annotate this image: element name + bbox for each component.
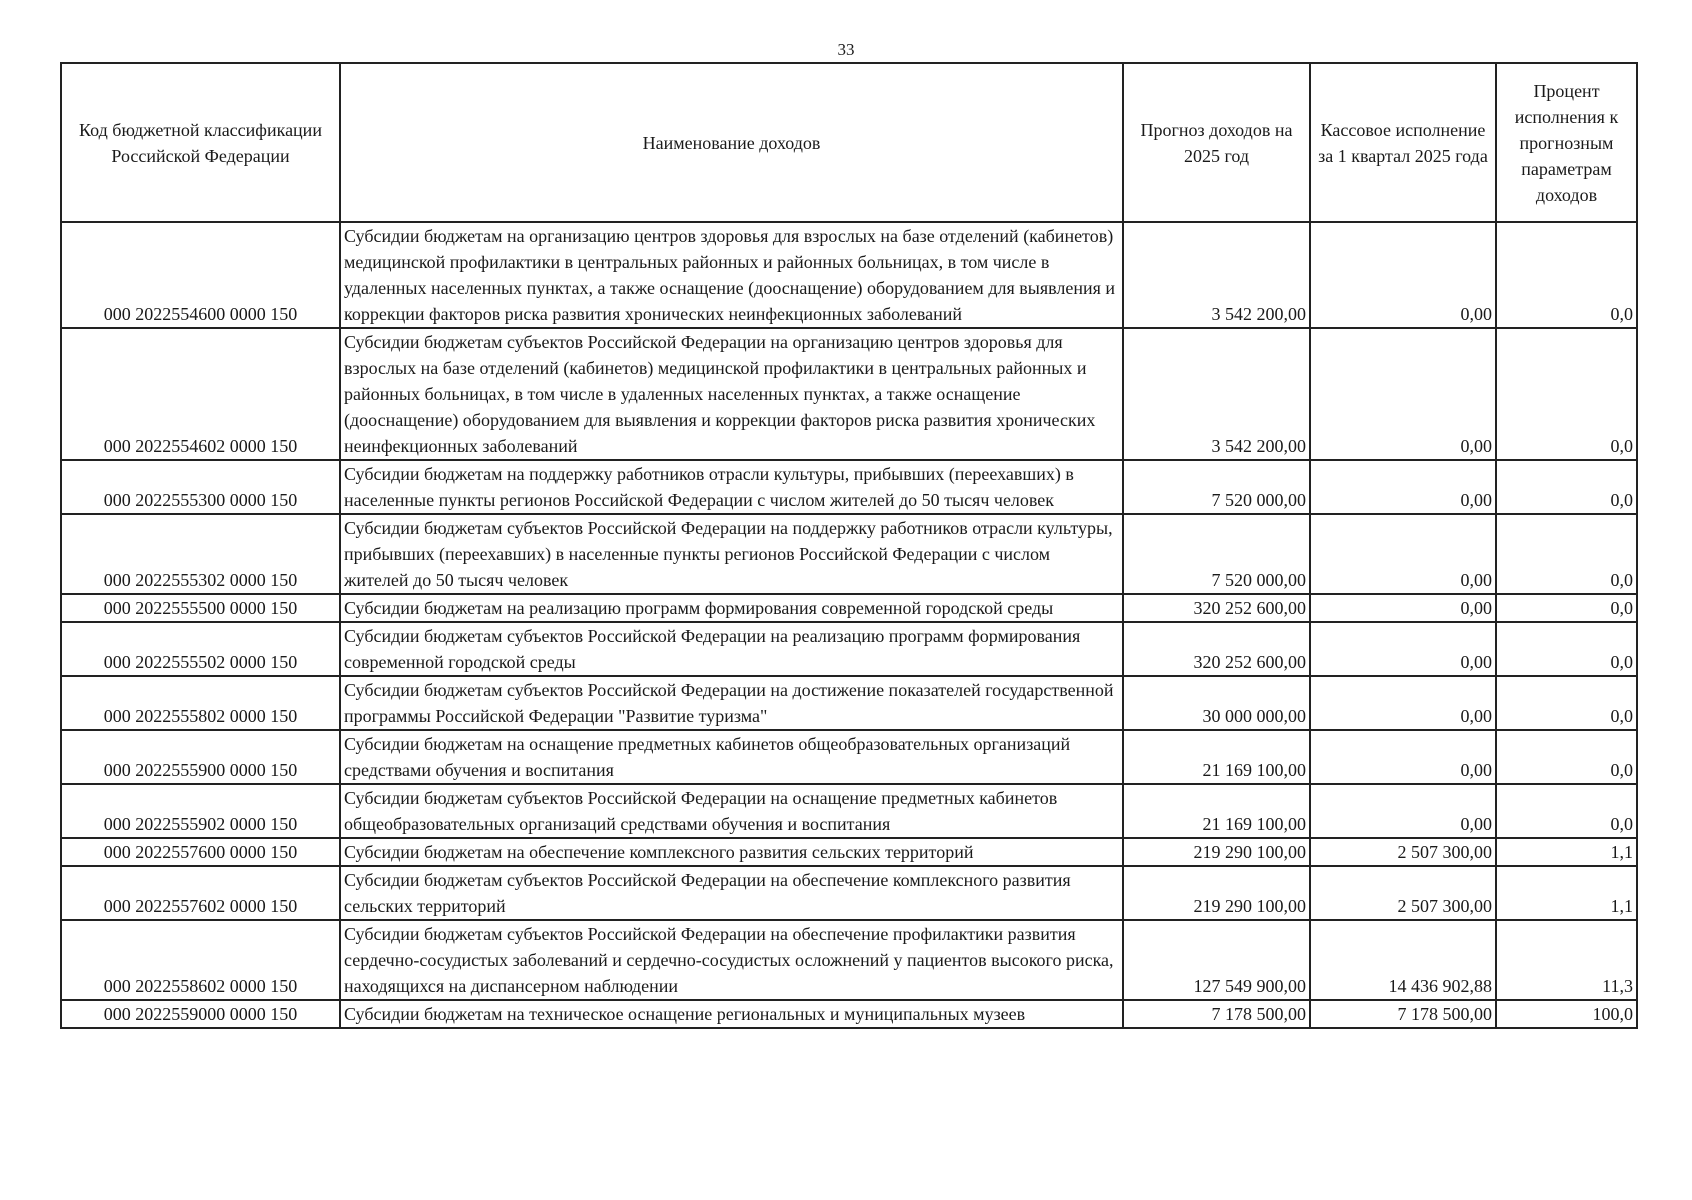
- table-row: [61, 222, 1637, 328]
- percent-cell: 1,1: [1496, 866, 1637, 920]
- header-executed: Кассовое исполнение за 1 квартал 2025 года: [1310, 63, 1496, 222]
- table-row: [61, 676, 1637, 730]
- executed-cell: 0,00: [1310, 514, 1496, 594]
- forecast-cell: 7 520 000,00: [1123, 460, 1310, 514]
- executed-cell: 0,00: [1310, 622, 1496, 676]
- name-cell: Субсидии бюджетам субъектов Российской Федерации на обеспечение профилактики развития сердечно-сосудистых заболеваний и сердечно-сосудистых осложнений у пациентов высокого риска, находящихся на диспансерном наблюдении: [340, 920, 1123, 1000]
- executed-cell: 0,00: [1310, 730, 1496, 784]
- percent-cell: 0,0: [1496, 514, 1637, 594]
- table-row: [61, 784, 1637, 838]
- header-forecast: Прогноз доходов на 2025 год: [1123, 63, 1310, 222]
- executed-cell: 2 507 300,00: [1310, 866, 1496, 920]
- header-name: Наименование доходов: [340, 63, 1123, 222]
- executed-cell: 7 178 500,00: [1310, 1000, 1496, 1028]
- name-cell: Субсидии бюджетам субъектов Российской Федерации на оснащение предметных кабинетов общеобразовательных организаций средствами обучения и воспитания: [340, 784, 1123, 838]
- code-cell: 000 2022554602 0000 150: [61, 328, 340, 460]
- executed-cell: 0,00: [1310, 222, 1496, 328]
- code-cell: 000 2022557600 0000 150: [61, 838, 340, 866]
- code-cell: 000 2022555502 0000 150: [61, 622, 340, 676]
- name-cell: Субсидии бюджетам субъектов Российской Федерации на достижение показателей государственной программы Российской Федерации "Развитие туризма": [340, 676, 1123, 730]
- table-row: [61, 838, 1637, 866]
- executed-cell: 0,00: [1310, 328, 1496, 460]
- executed-cell: 0,00: [1310, 784, 1496, 838]
- table-row: [61, 920, 1637, 1000]
- code-cell: 000 2022555500 0000 150: [61, 594, 340, 622]
- table-row: [61, 622, 1637, 676]
- forecast-cell: 7 178 500,00: [1123, 1000, 1310, 1028]
- name-cell: Субсидии бюджетам субъектов Российской Федерации на организацию центров здоровья для взрослых на базе отделений (кабинетов) медицинской профилактики в центральных районных и районных больницах, в том числе в удаленных населенных пунктах, а также оснащение (дооснащение) оборудованием для выявления и коррекции факторов риска развития хронических неинфекционных заболеваний: [340, 328, 1123, 460]
- table-row: [61, 460, 1637, 514]
- percent-cell: 0,0: [1496, 594, 1637, 622]
- percent-cell: 100,0: [1496, 1000, 1637, 1028]
- executed-cell: 14 436 902,88: [1310, 920, 1496, 1000]
- executed-cell: 0,00: [1310, 594, 1496, 622]
- code-cell: 000 2022555300 0000 150: [61, 460, 340, 514]
- name-cell: Субсидии бюджетам субъектов Российской Федерации на обеспечение комплексного развития сельских территорий: [340, 866, 1123, 920]
- table-row: [61, 514, 1637, 594]
- table-body: [61, 222, 1637, 1028]
- header-percent: Процент исполнения к прогнозным параметрам доходов: [1496, 63, 1637, 222]
- forecast-cell: 3 542 200,00: [1123, 328, 1310, 460]
- percent-cell: 0,0: [1496, 222, 1637, 328]
- percent-cell: 1,1: [1496, 838, 1637, 866]
- table-row: [61, 594, 1637, 622]
- name-cell: Субсидии бюджетам субъектов Российской Федерации на поддержку работников отрасли культуры, прибывших (переехавших) в населенные пункты регионов Российской Федерации с числом жителей до 50 тысяч человек: [340, 514, 1123, 594]
- percent-cell: 0,0: [1496, 328, 1637, 460]
- revenue-table: [60, 62, 1638, 1029]
- name-cell: Субсидии бюджетам на организацию центров здоровья для взрослых на базе отделений (кабинетов) медицинской профилактики в центральных районных и районных больницах, в том числе в удаленных населенных пунктах, а также оснащение (дооснащение) оборудованием для выявления и коррекции факторов риска развития хронических неинфекционных заболеваний: [340, 222, 1123, 328]
- forecast-cell: 219 290 100,00: [1123, 866, 1310, 920]
- forecast-cell: 21 169 100,00: [1123, 730, 1310, 784]
- code-cell: 000 2022559000 0000 150: [61, 1000, 340, 1028]
- code-cell: 000 2022555302 0000 150: [61, 514, 340, 594]
- table-row: [61, 1000, 1637, 1028]
- page-number: 33: [837, 40, 855, 59]
- header-code: Код бюджетной классификации Российской Федерации: [61, 63, 340, 222]
- executed-cell: 0,00: [1310, 460, 1496, 514]
- percent-cell: 0,0: [1496, 730, 1637, 784]
- forecast-cell: 320 252 600,00: [1123, 594, 1310, 622]
- name-cell: Субсидии бюджетам на реализацию программ формирования современной городской среды: [340, 594, 1123, 622]
- code-cell: 000 2022558602 0000 150: [61, 920, 340, 1000]
- table-row: [61, 730, 1637, 784]
- code-cell: 000 2022557602 0000 150: [61, 866, 340, 920]
- code-cell: 000 2022554600 0000 150: [61, 222, 340, 328]
- table-row: [61, 866, 1637, 920]
- percent-cell: 11,3: [1496, 920, 1637, 1000]
- table-header-row: [61, 63, 1637, 222]
- code-cell: 000 2022555900 0000 150: [61, 730, 340, 784]
- forecast-cell: 21 169 100,00: [1123, 784, 1310, 838]
- name-cell: Субсидии бюджетам на техническое оснащение региональных и муниципальных музеев: [340, 1000, 1123, 1028]
- executed-cell: 2 507 300,00: [1310, 838, 1496, 866]
- forecast-cell: 219 290 100,00: [1123, 838, 1310, 866]
- forecast-cell: 30 000 000,00: [1123, 676, 1310, 730]
- executed-cell: 0,00: [1310, 676, 1496, 730]
- code-cell: 000 2022555802 0000 150: [61, 676, 340, 730]
- name-cell: Субсидии бюджетам на обеспечение комплексного развития сельских территорий: [340, 838, 1123, 866]
- table-row: [61, 328, 1637, 460]
- percent-cell: 0,0: [1496, 622, 1637, 676]
- percent-cell: 0,0: [1496, 460, 1637, 514]
- code-cell: 000 2022555902 0000 150: [61, 784, 340, 838]
- percent-cell: 0,0: [1496, 784, 1637, 838]
- forecast-cell: 320 252 600,00: [1123, 622, 1310, 676]
- forecast-cell: 127 549 900,00: [1123, 920, 1310, 1000]
- name-cell: Субсидии бюджетам на оснащение предметных кабинетов общеобразовательных организаций средствами обучения и воспитания: [340, 730, 1123, 784]
- name-cell: Субсидии бюджетам субъектов Российской Федерации на реализацию программ формирования современной городской среды: [340, 622, 1123, 676]
- forecast-cell: 7 520 000,00: [1123, 514, 1310, 594]
- percent-cell: 0,0: [1496, 676, 1637, 730]
- forecast-cell: 3 542 200,00: [1123, 222, 1310, 328]
- name-cell: Субсидии бюджетам на поддержку работников отрасли культуры, прибывших (переехавших) в населенные пункты регионов Российской Федерации с числом жителей до 50 тысяч человек: [340, 460, 1123, 514]
